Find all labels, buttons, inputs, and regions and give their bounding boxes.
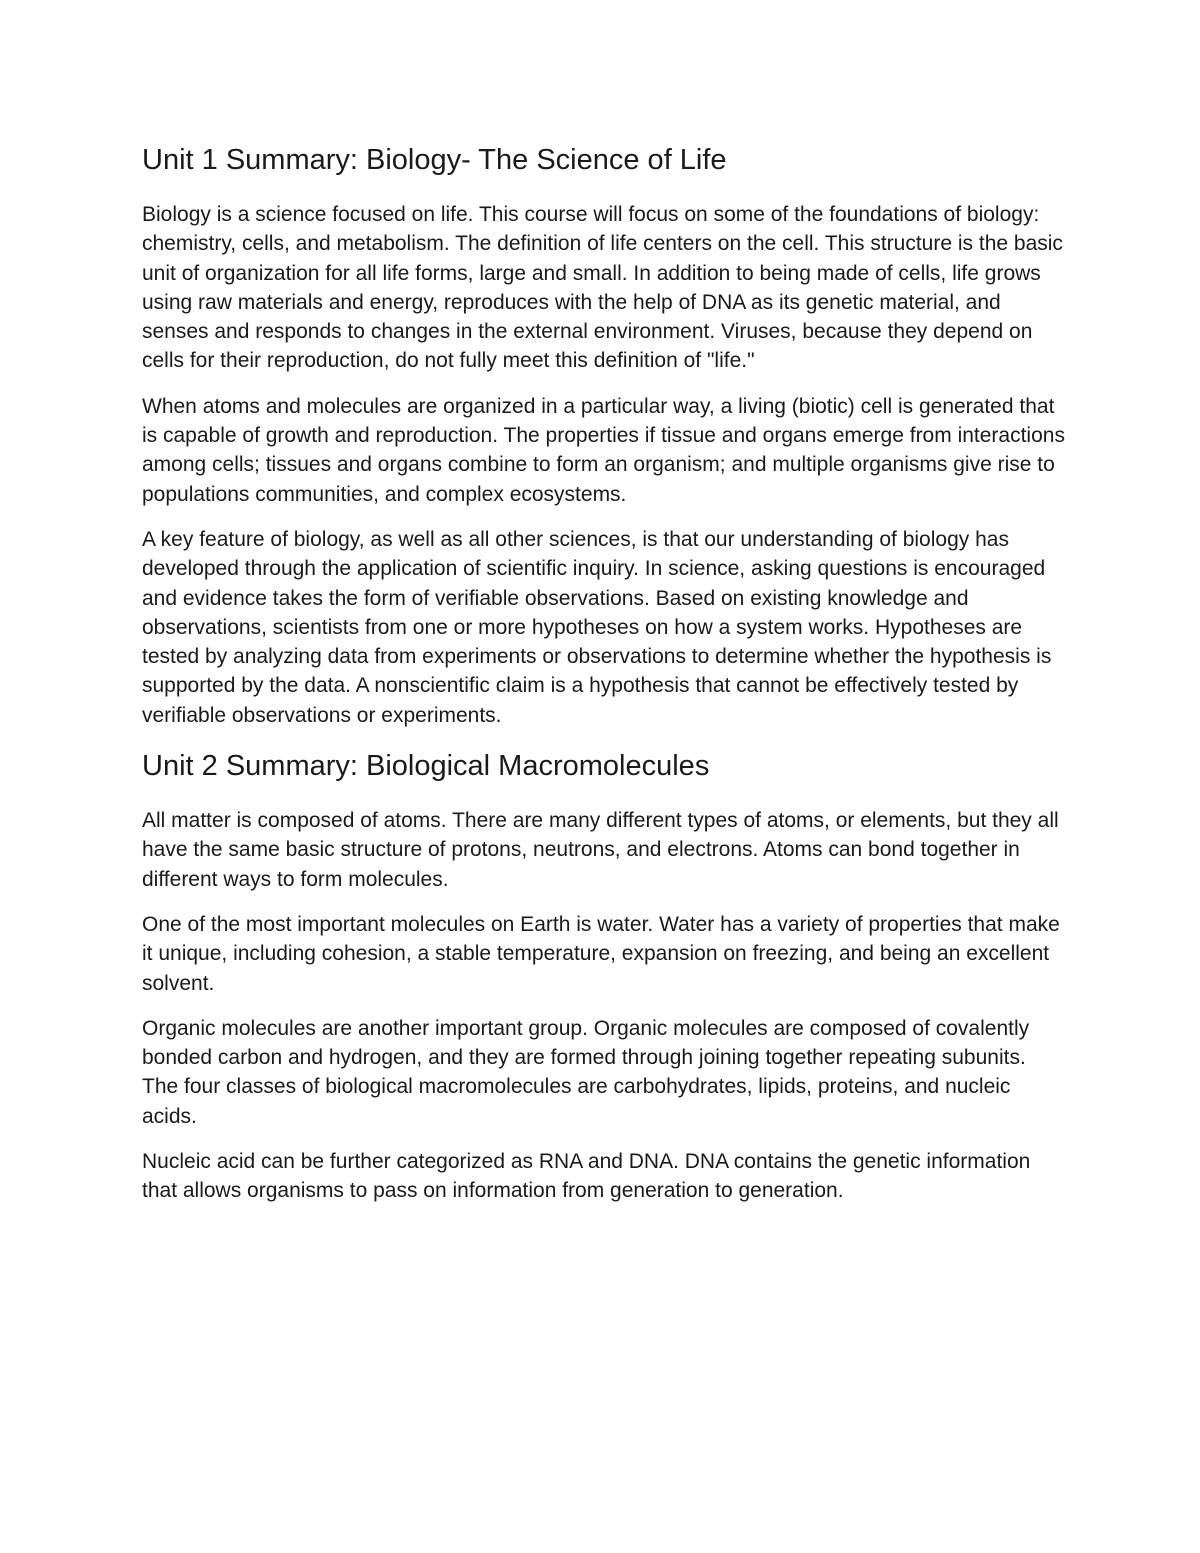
unit-1-paragraph-1: Biology is a science focused on life. This course will focus on some of the foundations of biology: chemistry, cells, and metabolism. The definition of life centers on the cell. This structure is the basic unit of organization for all life forms, large and small. In addition to being made of cells, life grows using raw materials and energy, reproduces with the help of DNA as its genetic material, and senses and responds to changes in the external environment. Viruses, because they depend on cells for their reproduction, do not fully meet this definition of "life." bbox=[142, 203, 1063, 373]
document-page bbox=[142, 140, 1067, 1222]
unit-1-heading: Unit 1 Summary: Biology- The Science of Life bbox=[142, 144, 727, 176]
unit-2-paragraph-2: One of the most important molecules on Earth is water. Water has a variety of properties that make it unique, including cohesion, a stable temperature, expansion on freezing, and being an excellent solvent. bbox=[142, 912, 1060, 995]
unit-2-paragraph-1: All matter is composed of atoms. There are many different types of atoms, or elements, but they all have the same basic structure of protons, neutrons, and electrons. Atoms can bond together in different ways to form molecules. bbox=[142, 809, 1059, 891]
unit-2-paragraph-3: Organic molecules are another important group. Organic molecules are composed of covalently bonded carbon and hydrogen, and they are formed through joining together repeating subunits. The four classes of biological macromolecules are carbohydrates, lipids, proteins, and nucleic acids. bbox=[142, 1016, 1030, 1128]
unit-1-paragraph-2: When atoms and molecules are organized in a particular way, a living (biotic) cell is generated that is capable of growth and reproduction. The properties if tissue and organs emerge from interactions among cells; tissues and organs combine to form an organism; and multiple organisms give rise to populations communities, and complex ecosystems. bbox=[142, 394, 1065, 506]
unit-1-section bbox=[142, 140, 1067, 730]
unit-2-paragraph-4: Nucleic acid can be further categorized as RNA and DNA. DNA contains the genetic information that allows organisms to pass on information from generation to generation. bbox=[142, 1150, 1031, 1203]
unit-1-paragraph-3: A key feature of biology, as well as all other sciences, is that our understanding of biology has developed through the application of scientific inquiry. In science, asking questions is encouraged and evidence takes the form of verifiable observations. Based on existing knowledge and observations, scientists from one or more hypotheses on how a system works. Hypotheses are tested by analyzing data from experiments or observations to determine whether the hypothesis is supported by the data. A nonscientific claim is a hypothesis that cannot be effectively tested by verifiable observations or experiments. bbox=[142, 527, 1052, 727]
unit-2-section bbox=[142, 746, 1067, 1206]
unit-2-heading: Unit 2 Summary: Biological Macromolecules bbox=[142, 750, 710, 783]
